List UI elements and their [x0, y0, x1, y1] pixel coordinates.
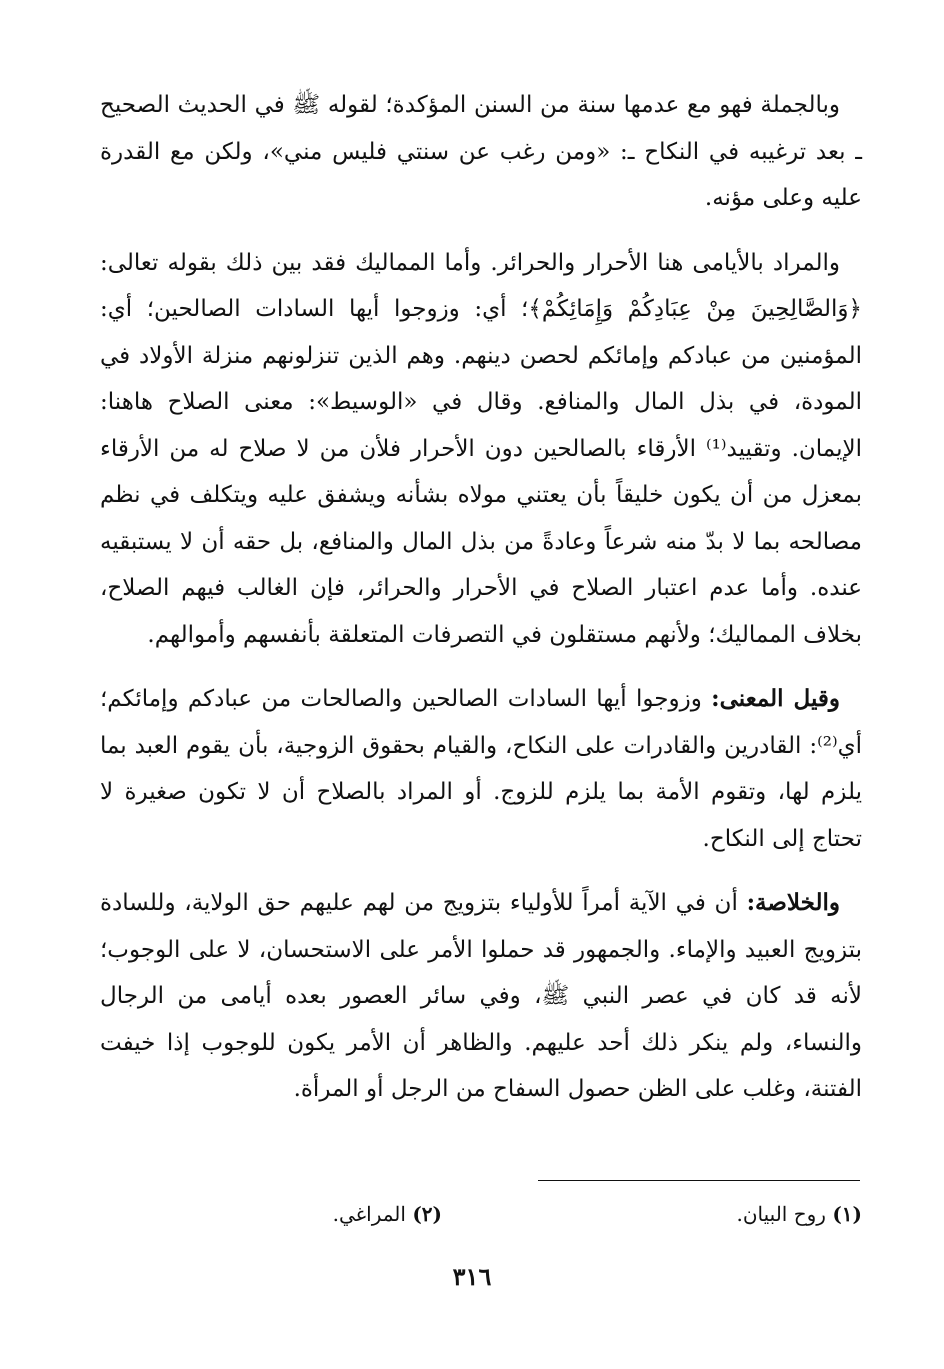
paragraph-3-text: وزوجوا أيها السادات الصالحين والصالحات من عبادكم وإمائكم؛ أي⁽²⁾: القادرين والقادرات على النكاح، والقيام بحقوق الزوجية، بأن يقوم العبد بما يلزم لها، وتقوم الأمة بما يلزم للزوج. أو المراد بالصلاح أن لا تكون صغيرة لا تحتاج إلى النكاح. [100, 686, 862, 852]
footnote-1-number: (١) [832, 1202, 862, 1226]
paragraph-1-text: وبالجملة فهو مع عدمها سنة من السنن المؤكدة؛ لقوله ﷺ في الحديث الصحيح ـ بعد ترغيبه في النكاح ـ: «ومن رغب عن سنتي فليس مني»، ولكن مع القدرة عليه وعلى مؤنه. [100, 92, 862, 211]
paragraph-4-text: أن في الآية أمراً للأولياء بتزويج من لهم عليهم حق الولاية، وللسادة بتزويج العبيد والإماء. والجمهور قد حملوا الأمر على الاستحسان، لا على الوجوب؛ لأنه قد كان في عصر النبي ﷺ، وفي سائر العصور بعده أيامى من الرجال والنساء، ولم ينكر ذلك أحد عليهم. والظاهر أن الأمر يكون للوجوب إذا خيفت الفتنة، وغلب على الظن حصول السفاح من الرجل أو المرأة. [100, 890, 862, 1102]
paragraph-1 [100, 82, 862, 222]
paragraph-4-lead: والخلاصة: [746, 889, 840, 916]
main-text [100, 82, 862, 1131]
footnote-1-text: روح البيان. [736, 1202, 826, 1226]
footnote-1 [737, 1198, 863, 1230]
paragraph-3 [100, 676, 862, 862]
page-number: ٣١٦ [452, 1262, 492, 1291]
footnote-2-number: (٢) [412, 1202, 442, 1226]
footnote-2-text: المراغي. [332, 1202, 406, 1226]
footnote-2 [333, 1198, 442, 1230]
paragraph-3-lead: وقيل المعنى: [711, 685, 840, 712]
paragraph-2-text: والمراد بالأيامى هنا الأحرار والحرائر. وأما المماليك فقد بين ذلك بقوله تعالى: ﴿وَالصَّالِحِينَ مِنْ عِبَادِكُمْ وَإِمَائِكُمْ﴾؛ أي: وزوجوا أيها السادات الصالحين؛ أي: المؤمنين من عبادكم وإمائكم لحصن دينهم. وهم الذين تنزلونهم منزلة الأولاد في المودة، في بذل المال والمنافع. وقال في «الوسيط»: معنى الصلاح هاهنا: الإيمان. وتقييد⁽¹⁾ الأرقاء بالصالحين دون الأحرار فلأن من لا صلاح له من الأرقاء بمعزل من أن يكون خليقاً بأن يعتني مولاه بشأنه ويشفق عليه ويتكلف في نظم مصالحه بما لا بدّ منه شرعاً وعادةً من بذل المال والمنافع، بل حقه أن لا يستبقيه عنده. وأما عدم اعتبار الصلاح في الأحرار والحرائر، فإن الغالب فيهم الصلاح، بخلاف المماليك؛ ولأنهم مستقلون في التصرفات المتعلقة بأنفسهم وأموالهم. [100, 249, 863, 648]
paragraph-4 [100, 880, 862, 1113]
paragraph-2 [100, 240, 862, 659]
footnote-divider [538, 1180, 860, 1181]
